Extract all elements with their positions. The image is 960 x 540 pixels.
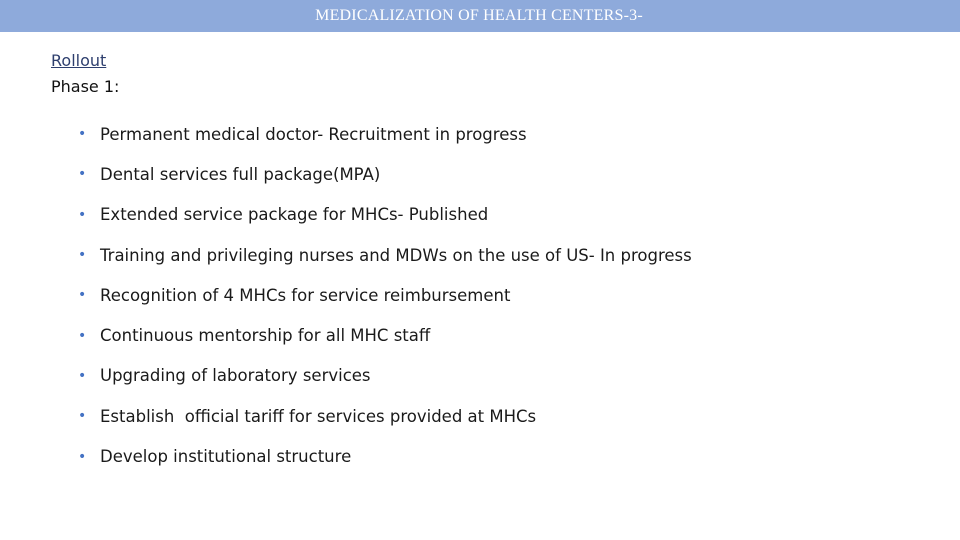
- bullet-dot-icon: •: [78, 448, 87, 465]
- bullet-item: [78, 235, 692, 275]
- bullet-dot-icon: •: [78, 126, 87, 143]
- bullet-dot-icon: •: [78, 327, 87, 344]
- bullet-item: [78, 154, 692, 194]
- bullet-text: Establish official tariff for services provided at MHCs: [100, 406, 537, 426]
- bullet-dot-icon: •: [78, 206, 87, 223]
- bullet-list: [78, 114, 692, 477]
- bullet-item: [78, 195, 692, 235]
- phase-heading: Phase 1:: [51, 77, 120, 96]
- bullet-item: [78, 436, 692, 476]
- bullet-text: Upgrading of laboratory services: [100, 366, 371, 386]
- bullet-item: [78, 275, 692, 315]
- bullet-dot-icon: •: [78, 166, 87, 183]
- bullet-text: Continuous mentorship for all MHC staff: [100, 326, 431, 346]
- bullet-text: Training and privileging nurses and MDWs on the use of US- In progress: [100, 245, 692, 265]
- rollout-heading: Rollout: [51, 51, 107, 70]
- bullet-dot-icon: •: [78, 408, 87, 425]
- slide-title: MEDICALIZATION OF HEALTH CENTERS-3-: [315, 7, 643, 24]
- bullet-item: [78, 396, 692, 436]
- bullet-item: [78, 114, 692, 154]
- bullet-text: Recognition of 4 MHCs for service reimbursement: [100, 285, 511, 305]
- bullet-dot-icon: •: [78, 247, 87, 264]
- slide-title-bar: [0, 0, 960, 32]
- bullet-dot-icon: •: [78, 287, 87, 304]
- bullet-text: Permanent medical doctor- Recruitment in progress: [100, 124, 527, 144]
- bullet-item: [78, 356, 692, 396]
- bullet-dot-icon: •: [78, 367, 87, 384]
- bullet-text: Develop institutional structure: [100, 447, 352, 467]
- bullet-text: Extended service package for MHCs- Published: [100, 205, 489, 225]
- bullet-text: Dental services full package(MPA): [100, 164, 381, 184]
- bullet-item: [78, 315, 692, 355]
